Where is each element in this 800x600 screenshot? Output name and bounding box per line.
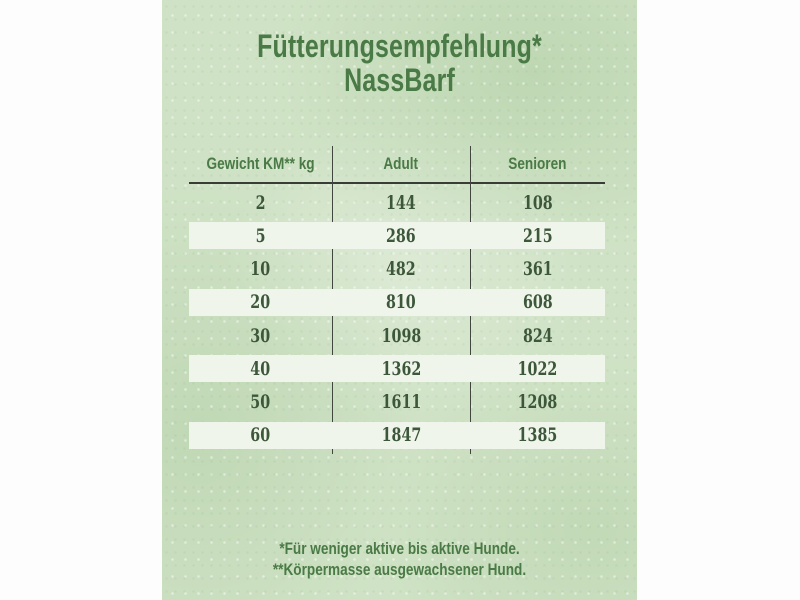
footnote-activity: *Für weniger aktive bis aktive Hunde. bbox=[279, 539, 520, 558]
table-row bbox=[189, 386, 605, 419]
product-name: NassBarf bbox=[344, 62, 455, 98]
table-row bbox=[189, 253, 605, 286]
table-row bbox=[189, 419, 605, 452]
column-header-senioren: Senioren bbox=[508, 154, 567, 173]
table-row bbox=[189, 219, 605, 252]
cell-senioren: 215 bbox=[522, 224, 553, 247]
cell-gewicht: 50 bbox=[250, 391, 271, 414]
cell-adult: 482 bbox=[386, 258, 416, 281]
footnote-bodymass: **Körpermasse ausgewachsener Hund. bbox=[272, 560, 527, 579]
cell-senioren: 608 bbox=[522, 291, 553, 314]
cell-gewicht: 5 bbox=[255, 224, 266, 247]
cell-adult: 1847 bbox=[381, 424, 421, 447]
cell-adult: 144 bbox=[386, 191, 416, 214]
cell-gewicht: 20 bbox=[250, 291, 271, 314]
cell-adult: 1611 bbox=[381, 391, 421, 414]
cell-senioren: 1022 bbox=[517, 357, 558, 380]
title-line-1: Fütterungsempfehlung* bbox=[257, 28, 542, 64]
footnotes bbox=[162, 538, 637, 580]
cell-gewicht: 30 bbox=[250, 324, 271, 347]
feeding-table bbox=[189, 146, 605, 454]
cell-gewicht: 40 bbox=[250, 357, 271, 380]
cell-adult: 1098 bbox=[381, 324, 421, 347]
cell-senioren: 108 bbox=[522, 191, 553, 214]
cell-gewicht: 10 bbox=[250, 258, 271, 281]
cell-adult: 286 bbox=[386, 224, 416, 247]
page-title bbox=[162, 29, 637, 97]
table-row bbox=[189, 186, 605, 219]
cell-gewicht: 60 bbox=[250, 424, 271, 447]
cell-senioren: 1208 bbox=[517, 391, 558, 414]
cell-senioren: 361 bbox=[522, 258, 553, 281]
cell-adult: 810 bbox=[386, 291, 416, 314]
table-row bbox=[189, 352, 605, 385]
cell-senioren: 1385 bbox=[517, 424, 558, 447]
cell-senioren: 824 bbox=[522, 324, 553, 347]
column-header-gewicht: Gewicht KM** kg bbox=[206, 154, 315, 173]
paper-panel bbox=[162, 0, 637, 600]
table-body bbox=[189, 186, 605, 452]
table-header-row bbox=[189, 146, 605, 184]
cell-adult: 1362 bbox=[381, 357, 421, 380]
table-row bbox=[189, 319, 605, 352]
table-row bbox=[189, 286, 605, 319]
cell-gewicht: 2 bbox=[255, 191, 266, 214]
column-header-adult: Adult bbox=[383, 154, 419, 173]
